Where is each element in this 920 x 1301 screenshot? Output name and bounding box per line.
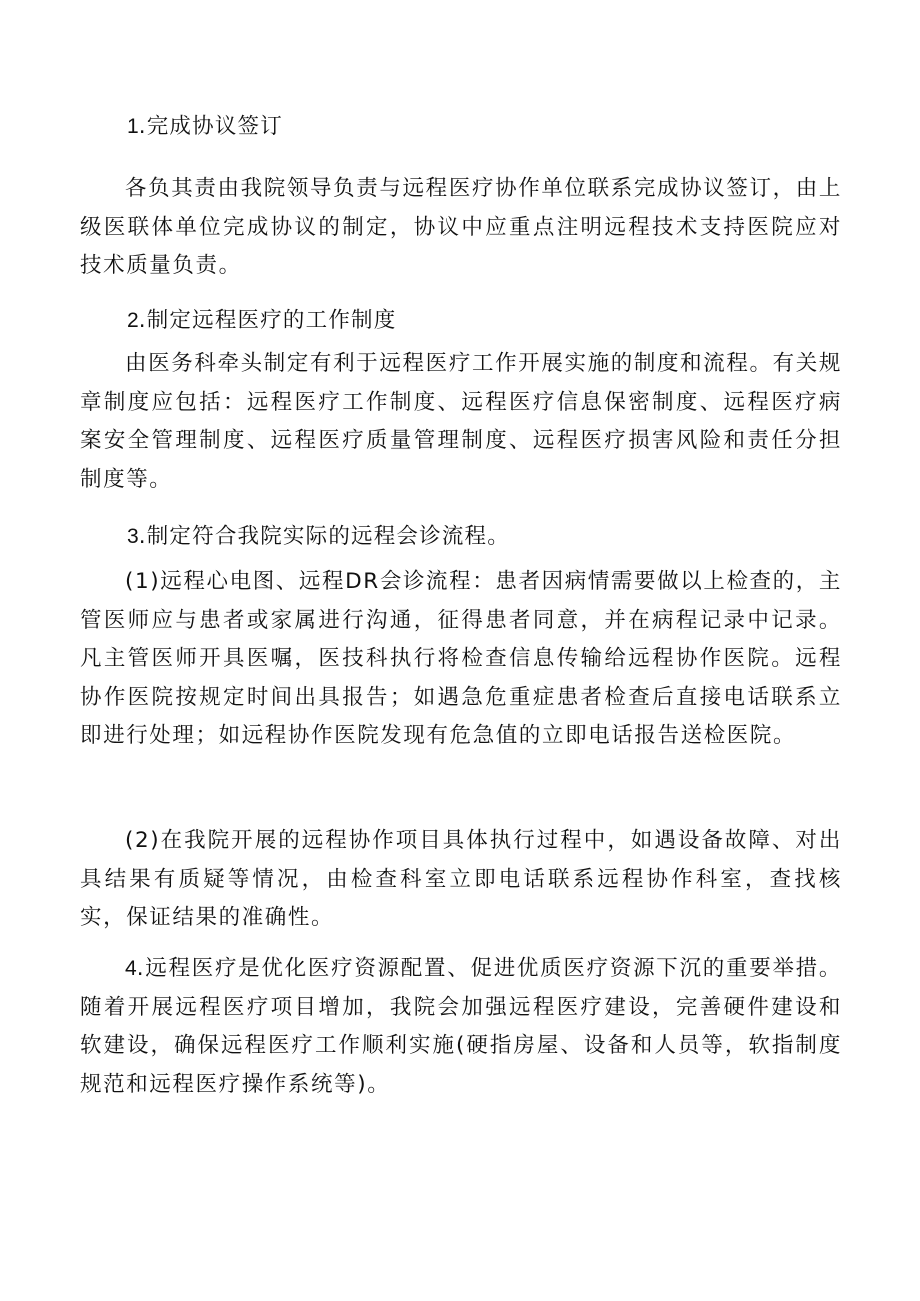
section-1-heading: [127, 112, 283, 142]
paragraph: (2)在我院开展的远程协作项目具体执行过程中，如遇设备故障、对出具结果有质疑等情况，由检查科室立即电话联系远程协作科室，查找核实，保证结果的准确性。: [80, 828, 842, 930]
paragraph: 各负其责由我院领导负责与远程医疗协作单位联系完成协议签订，由上级医联体单位完成协议的制定，协议中应重点注明远程技术支持医院应对技术质量负责。: [80, 176, 842, 278]
section-number: 4: [125, 957, 137, 980]
section-title: .制定远程医疗的工作制度: [138, 308, 397, 333]
section-4-paragraph: [80, 950, 842, 1104]
section-title: .制定符合我院实际的远程会诊流程。: [138, 524, 510, 549]
section-title: .完成协议签订: [138, 114, 283, 139]
section-number: 1: [127, 115, 139, 138]
section-text: .远程医疗是优化医疗资源配置、促进优质医疗资源下沉的重要举措。随着开展远程医疗项目增加，我院会加强远程医疗建设，完善硬件建设和软建设，确保远程医疗工作顺利实施(硬指房屋、设备和人员等，软指制度规范和远程医疗操作系统等)。: [80, 956, 842, 1097]
paragraph: 由医务科牵头制定有利于远程医疗工作开展实施的制度和流程。有关规章制度应包括：远程医疗工作制度、远程医疗信息保密制度、远程医疗病案安全管理制度、远程医疗质量管理制度、远程医疗损害风险和责任分担制度等。: [80, 351, 842, 492]
section-number: 2: [127, 309, 139, 332]
section-number: 3: [127, 525, 139, 548]
section-3-heading: [127, 522, 510, 552]
paragraph: (1)远程心电图、远程DR会诊流程：患者因病情需要做以上检查的，主管医师应与患者或家属进行沟通，征得患者同意，并在病程记录中记录。凡主管医师开具医嘱，医技科执行将检查信息传输给远程协作医院。远程协作医院按规定时间出具报告；如遇急危重症患者检查后直接电话联系立即进行处理；如远程协作医院发现有危急值的立即电话报告送检医院。: [80, 569, 842, 748]
section-2-heading: [127, 306, 396, 336]
